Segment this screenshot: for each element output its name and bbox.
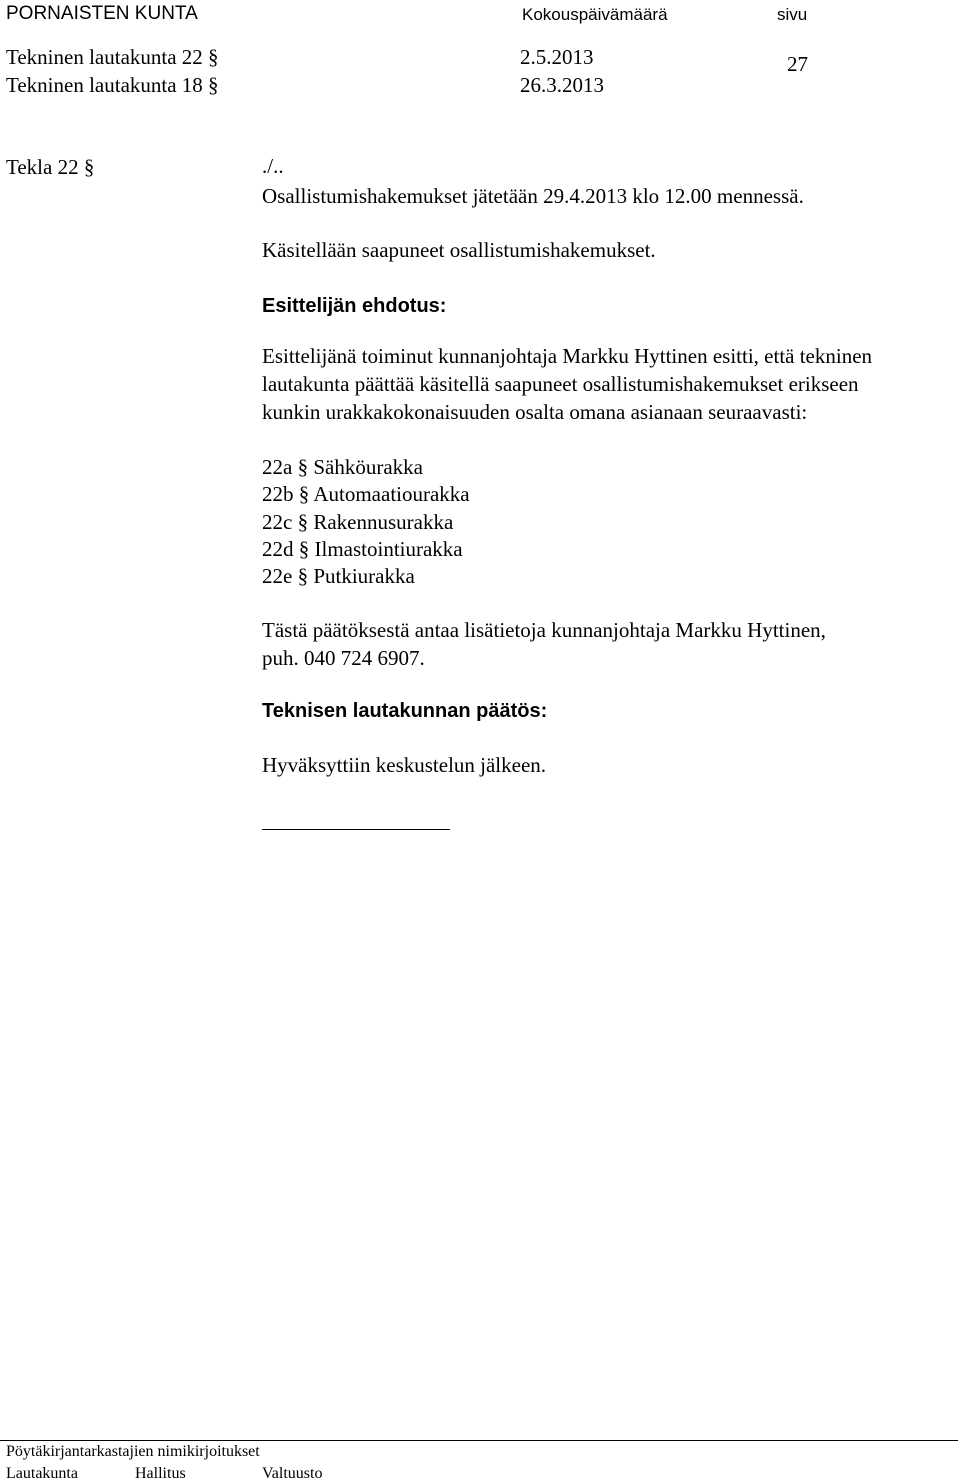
proposal-line-2: lautakunta päättää käsitellä saapuneet osallistumishakemukset erikseen bbox=[262, 372, 859, 396]
continued-mark: ./.. bbox=[262, 154, 284, 178]
list-item: 22a § Sähköurakka bbox=[262, 455, 423, 479]
footer-body-hallitus: Hallitus bbox=[135, 1465, 186, 1482]
page-label: sivu bbox=[777, 5, 808, 24]
list-item: 22d § Ilmastointiurakka bbox=[262, 536, 463, 561]
contract-list bbox=[262, 454, 470, 590]
footer-body-lautakunta: Lautakunta bbox=[6, 1465, 78, 1482]
proposal-line-1: Esittelijänä toiminut kunnanjohtaja Markku Hyttinen esitti, että tekninen bbox=[262, 344, 873, 368]
deadline-text: Osallistumishakemukset jätetään 29.4.2013 klo 12.00 mennessä. bbox=[262, 184, 804, 208]
list-item: 22c § Rakennusurakka bbox=[262, 509, 454, 534]
meeting-2: Tekninen lautakunta 18 § bbox=[6, 73, 219, 97]
date-label: Kokouspäivämäärä bbox=[522, 5, 668, 24]
section-ref: Tekla 22 § bbox=[6, 155, 95, 179]
end-rule bbox=[262, 829, 450, 830]
page-number: 27 bbox=[787, 52, 808, 76]
footer-rule bbox=[0, 1440, 958, 1441]
proposal-heading: Esittelijän ehdotus: bbox=[262, 295, 447, 317]
footer-body-valtuusto: Valtuusto bbox=[262, 1465, 323, 1482]
meeting-2-date: 26.3.2013 bbox=[520, 73, 604, 97]
org-name: PORNAISTEN KUNTA bbox=[6, 3, 198, 24]
info-line-1: Tästä päätöksestä antaa lisätietoja kunnanjohtaja Markku Hyttinen, bbox=[262, 618, 826, 642]
decision-heading: Teknisen lautakunnan päätös: bbox=[262, 700, 548, 722]
meeting-1: Tekninen lautakunta 22 § bbox=[6, 45, 219, 69]
list-item: 22b § Automaatiourakka bbox=[262, 482, 470, 507]
decision-text: Hyväksyttiin keskustelun jälkeen. bbox=[262, 753, 547, 777]
list-item: 22e § Putkiurakka bbox=[262, 564, 415, 589]
proposal-line-3: kunkin urakkakokonaisuuden osalta omana asianaan seuraavasti: bbox=[262, 400, 808, 424]
signatures-label: Pöytäkirjantarkastajien nimikirjoitukset bbox=[6, 1443, 260, 1460]
processing-text: Käsitellään saapuneet osallistumishakemukset. bbox=[262, 238, 656, 262]
info-line-2: puh. 040 724 6907. bbox=[262, 646, 425, 670]
meeting-1-date: 2.5.2013 bbox=[520, 45, 594, 69]
